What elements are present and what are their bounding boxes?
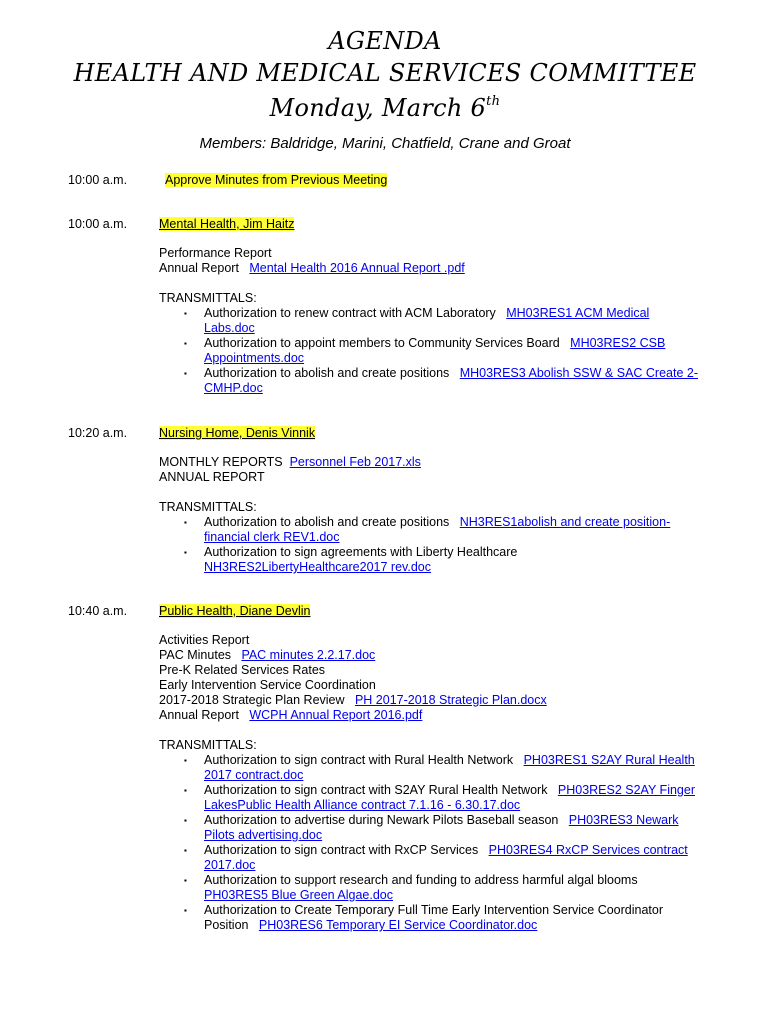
ph-pac-minutes: [159, 648, 375, 663]
nh-transmittal-1-cont: [204, 530, 339, 545]
mh-t2-text: Authorization to appoint members to Community Services Board: [204, 336, 560, 350]
item1-title: [165, 173, 387, 188]
nh-t1-link[interactable]: NH3RES1abolish and create position-: [459, 515, 671, 529]
ph-t2-link[interactable]: PH03RES2 S2AY Finger: [557, 783, 695, 797]
bullet-icon: ▪: [184, 786, 187, 795]
ph-transmittal-4-cont: [204, 858, 255, 873]
mh-transmittal-3-cont: [204, 381, 263, 396]
ph-t4-link-cont[interactable]: 2017.doc: [204, 858, 256, 872]
mh-transmittals-label: TRANSMITTALS:: [159, 291, 257, 305]
bullet-icon: ▪: [184, 816, 187, 825]
bullet-icon: ▪: [184, 548, 187, 557]
mh-transmittal-1-cont: [204, 321, 255, 336]
bullet-icon: ▪: [184, 309, 187, 318]
mh-t3-link-cont[interactable]: CMHP.doc: [204, 381, 263, 395]
item2-title: [159, 217, 294, 232]
nh-monthly-link[interactable]: Personnel Feb 2017.xls: [289, 455, 421, 469]
bullet-icon: ▪: [184, 518, 187, 527]
ph-strat-label: 2017-2018 Strategic Plan Review: [159, 693, 345, 707]
nh-transmittal-1: [204, 515, 670, 530]
ph-transmittal-2: [204, 783, 695, 798]
mh-t3-link[interactable]: MH03RES3 Abolish SSW & SAC Create 2-: [459, 366, 699, 380]
agenda-title: AGENDA: [328, 27, 442, 55]
mh-transmittal-2: [204, 336, 665, 351]
ph-strat-link[interactable]: PH 2017-2018 Strategic Plan.docx: [354, 693, 547, 707]
members-list: Members: Baldridge, Marini, Chatfield, Crane and Groat: [199, 135, 571, 152]
ph-early-intervention: Early Intervention Service Coordination: [159, 678, 376, 692]
ph-t1-text: Authorization to sign contract with Rural Health Network: [204, 753, 514, 767]
mh-t1-link-cont[interactable]: Labs.doc: [204, 321, 255, 335]
mh-transmittal-1: [204, 306, 649, 321]
item1-time: 10:00 a.m.: [68, 173, 128, 187]
mh-annual-report: [159, 261, 465, 276]
ph-strategic-plan: [159, 693, 547, 708]
ph-activities-report: Activities Report: [159, 633, 250, 647]
ph-transmittal-2-cont: [204, 798, 520, 813]
meeting-date-suffix: th: [486, 94, 501, 109]
meeting-date: [0, 89, 770, 123]
ph-t3-link[interactable]: PH03RES3 Newark: [568, 813, 679, 827]
nh-t1-link-cont[interactable]: financial clerk REV1.doc: [204, 530, 340, 544]
nh-t1-text: Authorization to abolish and create positions: [204, 515, 450, 529]
item4-time: 10:40 a.m.: [68, 604, 128, 618]
mh-t3-text: Authorization to abolish and create positions: [204, 366, 450, 380]
mh-performance-report: Performance Report: [159, 246, 272, 260]
ph-transmittal-3: [204, 813, 679, 828]
ph-t3-text: Authorization to advertise during Newark Pilots Baseball season: [204, 813, 559, 827]
ph-transmittal-6-cont: [204, 918, 537, 933]
ph-t4-text: Authorization to sign contract with RxCP Services: [204, 843, 479, 857]
bullet-icon: ▪: [184, 846, 187, 855]
ph-transmittal-5: Authorization to support research and funding to address harmful algal blooms: [204, 873, 638, 887]
ph-pac-link[interactable]: PAC minutes 2.2.17.doc: [241, 648, 376, 662]
ph-transmittal-4: [204, 843, 688, 858]
ph-t1-link[interactable]: PH03RES1 S2AY Rural Health: [523, 753, 695, 767]
ph-transmittal-5-cont: [204, 888, 393, 903]
nh-transmittal-2-cont: [204, 560, 431, 575]
ph-t6-link[interactable]: PH03RES6 Temporary EI Service Coordinator.doc: [258, 918, 538, 932]
item4-title-text: Public Health, Diane Devlin: [159, 604, 311, 618]
ph-prek-rates: Pre-K Related Services Rates: [159, 663, 326, 677]
mh-t2-link[interactable]: MH03RES2 CSB: [570, 336, 666, 350]
mh-annual-report-link[interactable]: Mental Health 2016 Annual Report .pdf: [249, 261, 465, 275]
mh-t1-link[interactable]: MH03RES1 ACM Medical: [506, 306, 650, 320]
nh-transmittal-2: Authorization to sign agreements with Liberty Healthcare: [204, 545, 518, 559]
bullet-icon: ▪: [184, 339, 187, 348]
ph-annual-label: Annual Report: [159, 708, 239, 722]
ph-transmittal-1: [204, 753, 695, 768]
ph-transmittal-6: Authorization to Create Temporary Full Time Early Intervention Service Coordinator: [204, 903, 664, 917]
bullet-icon: ▪: [184, 876, 187, 885]
mh-t2-link-cont[interactable]: Appointments.doc: [204, 351, 305, 365]
mh-t1-text: Authorization to renew contract with ACM Laboratory: [204, 306, 496, 320]
bullet-icon: ▪: [184, 756, 187, 765]
committee-title: HEALTH AND MEDICAL SERVICES COMMITTEE: [73, 59, 697, 87]
ph-transmittal-1-cont: [204, 768, 303, 783]
ph-transmittals-label: TRANSMITTALS:: [159, 738, 257, 752]
meeting-date-text: Monday, March 6: [269, 94, 487, 122]
ph-pac-label: PAC Minutes: [159, 648, 232, 662]
mh-transmittal-3: [204, 366, 698, 381]
nh-t2-link[interactable]: NH3RES2LibertyHealthcare2017 rev.doc: [204, 560, 431, 574]
nh-monthly-label: MONTHLY REPORTS: [159, 455, 283, 469]
item3-time: 10:20 a.m.: [68, 426, 128, 440]
mh-transmittal-2-cont: [204, 351, 304, 366]
ph-t4-link[interactable]: PH03RES4 RxCP Services contract: [488, 843, 688, 857]
ph-t3-link-cont[interactable]: Pilots advertising.doc: [204, 828, 323, 842]
item2-title-text: Mental Health, Jim Haitz: [159, 217, 295, 231]
item4-title: [159, 604, 310, 619]
ph-t1-link-cont[interactable]: 2017 contract.doc: [204, 768, 304, 782]
ph-t2-text: Authorization to sign contract with S2AY Rural Health Network: [204, 783, 548, 797]
ph-annual-link[interactable]: WCPH Annual Report 2016.pdf: [249, 708, 423, 722]
ph-annual-report: [159, 708, 422, 723]
mh-annual-label: Annual Report: [159, 261, 239, 275]
item1-title-text: Approve Minutes from Previous Meeting: [165, 173, 388, 187]
ph-transmittal-3-cont: [204, 828, 322, 843]
bullet-icon: ▪: [184, 369, 187, 378]
ph-t6-text-cont: Position: [204, 918, 249, 932]
nh-transmittals-label: TRANSMITTALS:: [159, 500, 257, 514]
nh-monthly-reports: [159, 455, 421, 470]
item3-title: [159, 426, 315, 441]
bullet-icon: ▪: [184, 906, 187, 915]
ph-t5-link[interactable]: PH03RES5 Blue Green Algae.doc: [204, 888, 394, 902]
nh-annual-report: ANNUAL REPORT: [159, 470, 265, 484]
ph-t2-link-cont[interactable]: LakesPublic Health Alliance contract 7.1.16 - 6.30.17.doc: [204, 798, 521, 812]
item2-time: 10:00 a.m.: [68, 217, 128, 231]
item3-title-text: Nursing Home, Denis Vinnik: [159, 426, 316, 440]
